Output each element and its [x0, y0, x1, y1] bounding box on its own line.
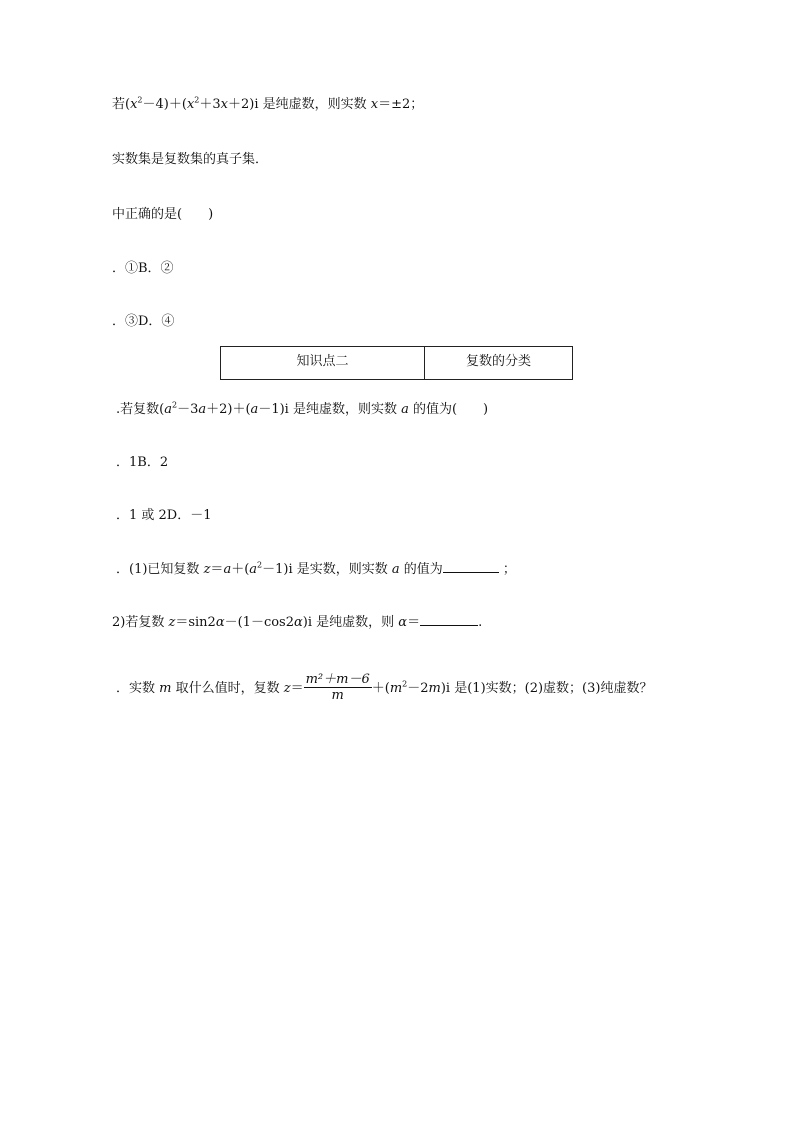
text: 的值为( ) — [408, 402, 489, 417]
text: ＝ — [210, 562, 224, 577]
text: .若复数( — [116, 402, 165, 417]
var-alpha: α — [294, 615, 303, 630]
text: ＝ — [407, 615, 421, 630]
text: )i 是纯虚数，则 — [302, 615, 399, 630]
options-cd-q2: ．1 或 2D．－1 — [116, 508, 212, 523]
text: 取什么值时，复数 — [171, 681, 284, 696]
answer-blank[interactable] — [420, 613, 478, 626]
var-a: a — [250, 402, 259, 417]
options-cd: ．③D．④ — [112, 314, 175, 329]
var-x: x — [220, 97, 228, 112]
table-label-right: 复数的分类 — [465, 354, 531, 369]
text: ＋2)i 是纯虚数，则实数 — [228, 97, 371, 112]
exponent: 2 — [137, 95, 143, 105]
question-4 — [116, 673, 652, 704]
var-a: a — [223, 562, 232, 577]
table-label-left: 知识点二 — [296, 354, 349, 369]
exponent: 2 — [402, 679, 408, 689]
text: ＋3 — [199, 97, 221, 112]
var-m: m — [389, 681, 403, 696]
var-a: a — [249, 562, 258, 577]
var-z: z — [283, 681, 291, 696]
var-x: x — [130, 97, 138, 112]
text: ＋2)＋( — [206, 402, 251, 417]
var-a: a — [391, 562, 400, 577]
answer-blank[interactable] — [443, 560, 499, 573]
table-cell-topic — [425, 347, 572, 379]
var-z: z — [203, 562, 211, 577]
var-m: m — [159, 681, 172, 696]
text: －(1－cos2 — [224, 615, 295, 630]
text: ．(1)已知复数 — [116, 562, 204, 577]
fraction-denominator: m — [331, 688, 344, 703]
statement-3 — [112, 96, 423, 114]
fraction-numerator: m²＋m－6 — [305, 672, 370, 687]
text: 2)若复数 — [112, 615, 169, 630]
var-x: x — [186, 97, 195, 112]
var-x: x — [370, 97, 379, 112]
exponent: 2 — [257, 560, 263, 570]
text: . — [478, 615, 483, 630]
text: 若( — [112, 97, 131, 112]
text: ＝ — [290, 681, 304, 696]
options-ab: ．①B．② — [112, 261, 174, 276]
var-z: z — [168, 615, 176, 630]
question-2 — [116, 401, 488, 419]
var-alpha: α — [215, 615, 225, 630]
text: －3 — [177, 402, 199, 417]
statement-4: 实数集是复数集的真子集． — [112, 152, 269, 167]
text: )i 是(1)实数；(2)虚数；(3)纯虚数？ — [440, 681, 653, 696]
var-a: a — [401, 402, 409, 417]
fraction — [304, 672, 372, 703]
var-alpha: α — [398, 615, 408, 630]
text: －1)i 是实数，则实数 — [262, 562, 392, 577]
options-ab-q2: ．1B．2 — [116, 455, 169, 470]
exponent: 2 — [194, 95, 200, 105]
knowledge-point-table — [220, 346, 573, 380]
text: ．实数 — [116, 681, 160, 696]
text: ； — [502, 562, 516, 577]
text: 的值为 — [399, 562, 443, 577]
text: ＋( — [371, 681, 390, 696]
table-cell-knowledge-point — [221, 347, 425, 379]
text: ＝±2； — [378, 97, 424, 112]
text: ＋( — [231, 562, 250, 577]
var-a: a — [198, 402, 207, 417]
var-m: m — [428, 681, 441, 696]
question-prompt: 中正确的是( ) — [112, 207, 214, 222]
text: －2 — [407, 681, 429, 696]
text: －4)＋( — [142, 97, 187, 112]
text: ＝sin2 — [175, 615, 216, 630]
var-a: a — [164, 402, 172, 417]
text: －1)i 是纯虚数，则实数 — [258, 402, 402, 417]
question-3-part-2 — [112, 613, 482, 632]
exponent: 2 — [171, 400, 178, 410]
question-3-part-1 — [116, 560, 516, 579]
